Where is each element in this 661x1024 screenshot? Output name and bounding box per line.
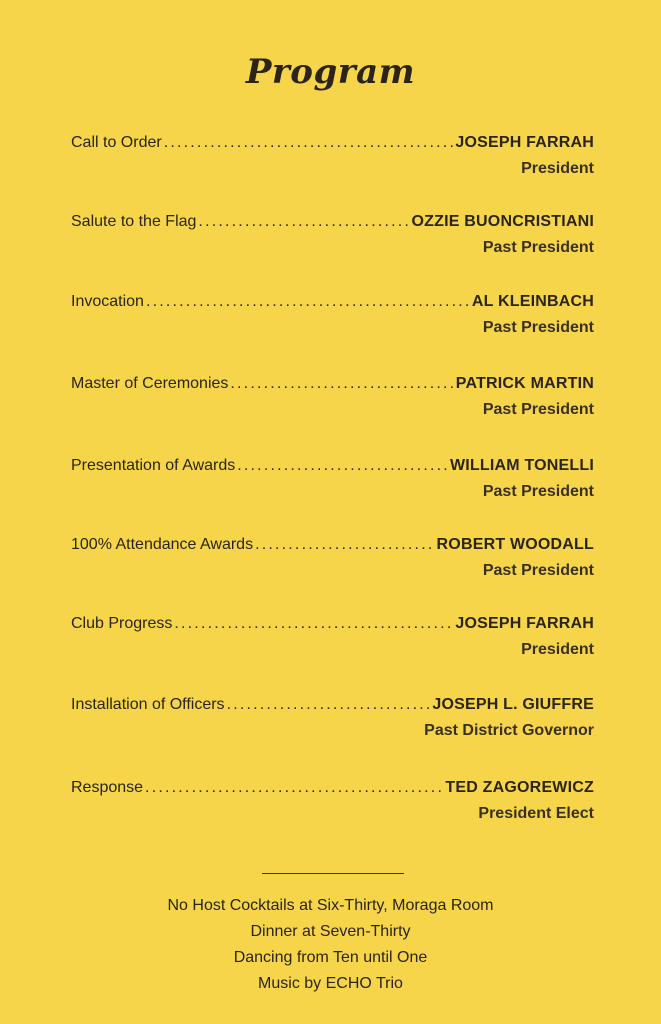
dot-leader: [164, 133, 454, 153]
program-item-master-of-ceremonies: [71, 374, 594, 420]
program-item-installation-of-officers: [71, 695, 594, 741]
dinner-line: Dinner at Seven-Thirty: [250, 923, 411, 940]
item-label: Club Progress: [71, 615, 173, 632]
item-name: PATRICK MARTIN: [455, 375, 594, 392]
item-name: AL KLEINBACH: [471, 293, 594, 310]
item-label: Presentation of Awards: [71, 457, 236, 474]
cocktails-line: No Host Cocktails at Six-Thirty, Moraga Room: [167, 897, 494, 914]
item-role: President: [521, 160, 594, 177]
divider: [262, 873, 404, 874]
music-line: Music by ECHO Trio: [258, 975, 403, 992]
item-label: Invocation: [71, 293, 144, 310]
item-name: JOSEPH FARRAH: [455, 615, 594, 632]
item-name: OZZIE BUONCRISTIANI: [411, 213, 594, 230]
item-label: 100% Attendance Awards: [71, 536, 254, 553]
item-label: Master of Ceremonies: [71, 375, 229, 392]
item-role: Past President: [482, 239, 594, 256]
item-role: Past District Governor: [424, 722, 594, 739]
item-name: JOSEPH FARRAH: [455, 134, 594, 151]
item-label: Response: [71, 779, 144, 796]
dot-leader: [227, 695, 431, 715]
dancing-line: Dancing from Ten until One: [233, 949, 428, 966]
page-title: Program: [245, 52, 416, 92]
program-item-presentation-of-awards: [71, 456, 594, 502]
dot-leader: [146, 292, 470, 312]
item-role: Past President: [482, 483, 594, 500]
dot-leader: [145, 778, 443, 798]
item-role: President Elect: [478, 805, 594, 822]
item-name: WILLIAM TONELLI: [449, 457, 594, 474]
program-item-club-progress: [71, 614, 594, 660]
item-role: President: [521, 641, 594, 658]
program-item-salute-to-flag: [71, 212, 594, 258]
item-name: JOSEPH L. GIUFFRE: [432, 696, 594, 713]
dot-leader: [230, 374, 453, 394]
dot-leader: [198, 212, 409, 232]
item-role: Past President: [482, 562, 594, 579]
item-label: Installation of Officers: [71, 696, 225, 713]
item-name: TED ZAGOREWICZ: [445, 779, 594, 796]
program-item-attendance-awards: [71, 535, 594, 581]
dot-leader: [255, 535, 434, 555]
program-item-call-to-order: [71, 133, 594, 179]
item-name: ROBERT WOODALL: [436, 536, 594, 553]
dot-leader: [174, 614, 453, 634]
program-item-invocation: [71, 292, 594, 338]
item-role: Past President: [482, 401, 594, 418]
item-role: Past President: [482, 319, 594, 336]
item-label: Salute to the Flag: [71, 213, 197, 230]
dot-leader: [237, 456, 448, 476]
event-details: [0, 893, 661, 997]
program-item-response: [71, 778, 594, 824]
item-label: Call to Order: [71, 134, 162, 151]
